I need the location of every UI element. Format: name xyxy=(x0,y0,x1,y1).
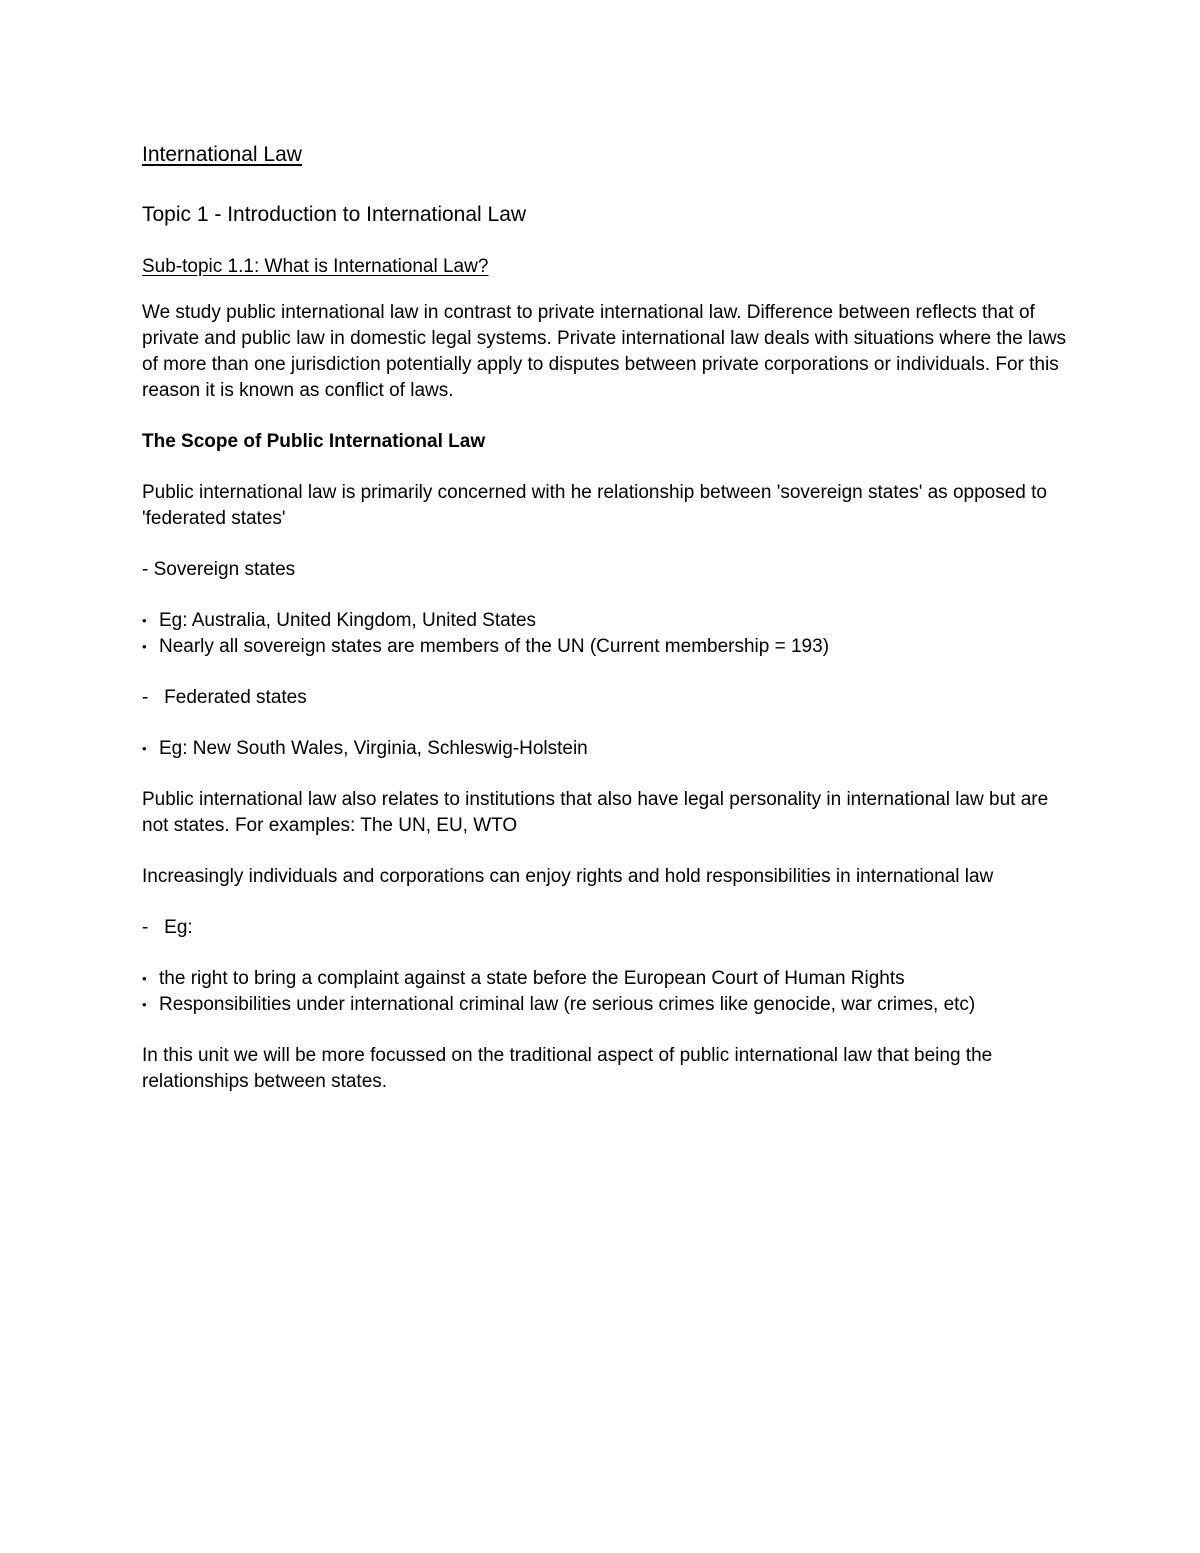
list-item-text: the right to bring a complaint against a state before the European Court of Human Rights xyxy=(159,968,905,989)
list-item xyxy=(142,966,1072,992)
eg-label: - Eg: xyxy=(142,917,193,938)
closing-paragraph: In this unit we will be more focussed on the traditional aspect of public international law that being the relationships between states. xyxy=(142,1045,993,1092)
individuals-paragraph: Increasingly individuals and corporations can enjoy rights and hold responsibilities in international law xyxy=(142,866,994,887)
subtopic-heading: Sub-topic 1.1: What is International Law? xyxy=(142,256,489,277)
list-item xyxy=(142,634,1072,660)
bullet-icon: • xyxy=(142,997,147,1012)
document-title: International Law xyxy=(142,143,302,166)
bullet-icon: • xyxy=(142,971,147,986)
eg-list xyxy=(142,966,1072,1018)
topic-heading: Topic 1 - Introduction to International Law xyxy=(142,203,527,226)
bullet-icon: • xyxy=(142,639,147,654)
scope-paragraph: Public international law is primarily concerned with he relationship between 'sovereign states' as opposed to 'federated states' xyxy=(142,482,1047,529)
list-item-text: Eg: New South Wales, Virginia, Schleswig-Holstein xyxy=(159,738,588,759)
bullet-icon: • xyxy=(142,741,147,756)
scope-heading: The Scope of Public International Law xyxy=(142,431,486,452)
list-item-text: Responsibilities under international criminal law (re serious crimes like genocide, war crimes, etc) xyxy=(159,994,976,1015)
bullet-icon: • xyxy=(142,613,147,628)
list-item-text: Eg: Australia, United Kingdom, United States xyxy=(159,610,537,631)
document-page xyxy=(142,140,1072,1120)
list-item-text: Nearly all sovereign states are members of the UN (Current membership = 193) xyxy=(159,636,830,657)
federated-states-list xyxy=(142,736,1072,762)
list-item xyxy=(142,608,1072,634)
sovereign-states-list xyxy=(142,608,1072,660)
institutions-paragraph: Public international law also relates to institutions that also have legal personality in international law but are not states. For examples: The UN, EU, WTO xyxy=(142,789,1049,836)
list-item xyxy=(142,736,1072,762)
federated-states-label: - Federated states xyxy=(142,687,307,708)
intro-paragraph: We study public international law in contrast to private international law. Difference between reflects that of private and public law in domestic legal systems. Private international law deals with situations where the laws of more than one jurisdiction potentially apply to disputes between private corporations or individuals. For this reason it is known as conflict of laws. xyxy=(142,302,1067,401)
sovereign-states-label: - Sovereign states xyxy=(142,559,296,580)
list-item xyxy=(142,992,1072,1018)
